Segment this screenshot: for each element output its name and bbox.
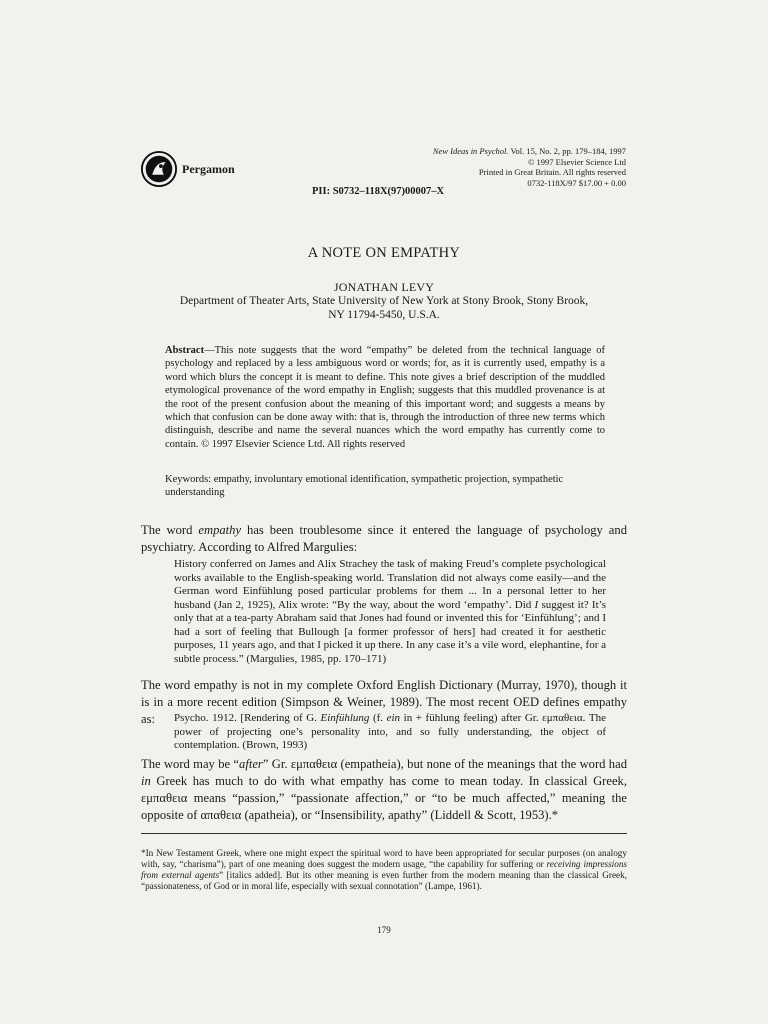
- publisher-logo: [140, 150, 235, 188]
- text-run: in + fühlung feeling) after Gr. εμπαθεια. The power of projecting one’s personality into, and so fully understanding, the object of contemplation. (Brown, 1993): [174, 712, 607, 751]
- pii: PII: S0732–118X(97)00007–X: [312, 186, 445, 197]
- block-quote: [174, 558, 606, 666]
- affiliation-line: NY 11794-5450, U.S.A.: [328, 309, 440, 321]
- body-paragraph: The word empathy is not in my complete Oxford English Dictionary (Murray, 1970), though it is in a more recent edition (Simpson & Weiner, 1989). The most recent OED defines empathy as:: [141, 678, 627, 726]
- text-run: has been troublesome since it entered the language of psychology and psychiatry. According to Alfred Margulies:: [141, 523, 627, 554]
- text-run: History conferred on James and Alix Strachey the task of making Freud’s complete psychological works available to the English-speaking world. Translation did not always come easily—and the German word Einfühlung posed particular problems for them ... In a personal letter to her husband (Jan 2, 1925), Alix wrote: “By the way, about the word ‘empathy’. Did: [174, 558, 606, 611]
- text-run: The word: [141, 523, 199, 537]
- emphasis: after: [239, 757, 263, 771]
- publisher-name: Pergamon: [182, 161, 235, 176]
- footnote-divider: [141, 833, 627, 834]
- body-paragraph: [141, 522, 627, 556]
- author-name: JONATHAN LEVY: [333, 280, 435, 294]
- volume-pages: Vol. 15, No. 2, pp. 179–184, 1997: [510, 146, 626, 156]
- article-title: A NOTE ON EMPATHY: [307, 245, 461, 261]
- text-run: The word may be “: [141, 757, 240, 771]
- pergamon-logo-icon: [140, 150, 178, 188]
- keywords: Keywords: empathy, involuntary emotional identification, sympathetic projection, sympathetic understanding: [165, 474, 564, 498]
- text-run: Greek has much to do with what empathy has come to mean today. In classical Greek, εμπαθεια means “passion,” “passionate affection,” or “to be much affected,” meaning the opposite of απαθεια (apatheia), or “Insensibility, apathy” (Liddell & Scott, 1953).*: [141, 774, 627, 822]
- emphasis: I: [534, 598, 539, 611]
- text-run: (f.: [369, 712, 387, 724]
- emphasis: in: [141, 774, 151, 788]
- block-quote: [174, 712, 606, 753]
- issn-line: 0732-118X/97 $17.00 + 0.00: [527, 177, 626, 188]
- abstract-text: —This note suggests that the word “empathy” be deleted from the technical language of psychology and replaced by a less ambiguous word or words; for, as it is currently used, empathy is a word which blurs the concept it is meant to define. This note gives a brief description of the muddled etymological provenance of the word empathy in English; suggests that this muddled provenance is at the root of the present confusion about the meaning of this important word; and suggests a means by which that confusion can be done away with: that is, through the introduction of three new terms which distinguish, describe and name the several nuances which the word empathy has currently come to contain. © 1997 Elsevier Science Ltd. All rights reserved: [165, 345, 605, 450]
- rights-line: Printed in Great Britain. All rights reserved: [478, 167, 626, 177]
- text-run: ” [italics added]. But its other meaning is even further from the modern meaning than the classical Greek, “passionateness, of God or in moral life, especially with sexual connotation” (Lampe, 1961).: [141, 870, 627, 891]
- text-run: suggest it? It’s only that at a tea-party Abraham said that Jones had found or invented this for ‘Einfühlung’; and I had a sort of feeling that Bullough [a former professor of hers] had created it for aesthetic purposes, 11 years ago, and that I picked it up there. In any case it’s a vile word, elephantine, for a subtle process.” (Margulies, 1985, pp. 170–171): [174, 598, 606, 665]
- abstract: [165, 344, 605, 451]
- citation-block: [433, 146, 626, 188]
- text-run: Psycho. 1912. [Rendering of G.: [174, 712, 321, 724]
- emphasis: receiving impressions from external agents: [141, 859, 627, 880]
- text-run: *In New Testament Greek, where one might expect the spiritual word to have been appropriated for secular purposes (on analogy with, say, “charisma”), part of one meaning does suggest the modern usage, “the capability for suffering or: [141, 848, 627, 869]
- emphasis: empathy: [198, 523, 242, 537]
- copyright-line: © 1997 Elsevier Science Ltd: [527, 156, 626, 167]
- page-number: 179: [377, 925, 391, 935]
- emphasis: Einfühlung: [320, 712, 370, 724]
- body-paragraph: [141, 756, 627, 824]
- emphasis: ein: [386, 712, 401, 724]
- text-run: ” Gr. εμπαθεια (empatheia), but none of the meanings that the word had: [262, 757, 627, 771]
- footnote: [141, 848, 627, 892]
- affiliation-line: Department of Theater Arts, State University of New York at Stony Brook, Stony Brook,: [179, 295, 589, 307]
- abstract-label: Abstract: [165, 345, 205, 356]
- affiliation: [170, 294, 598, 322]
- journal-name: New Ideas in Psychol.: [432, 146, 509, 156]
